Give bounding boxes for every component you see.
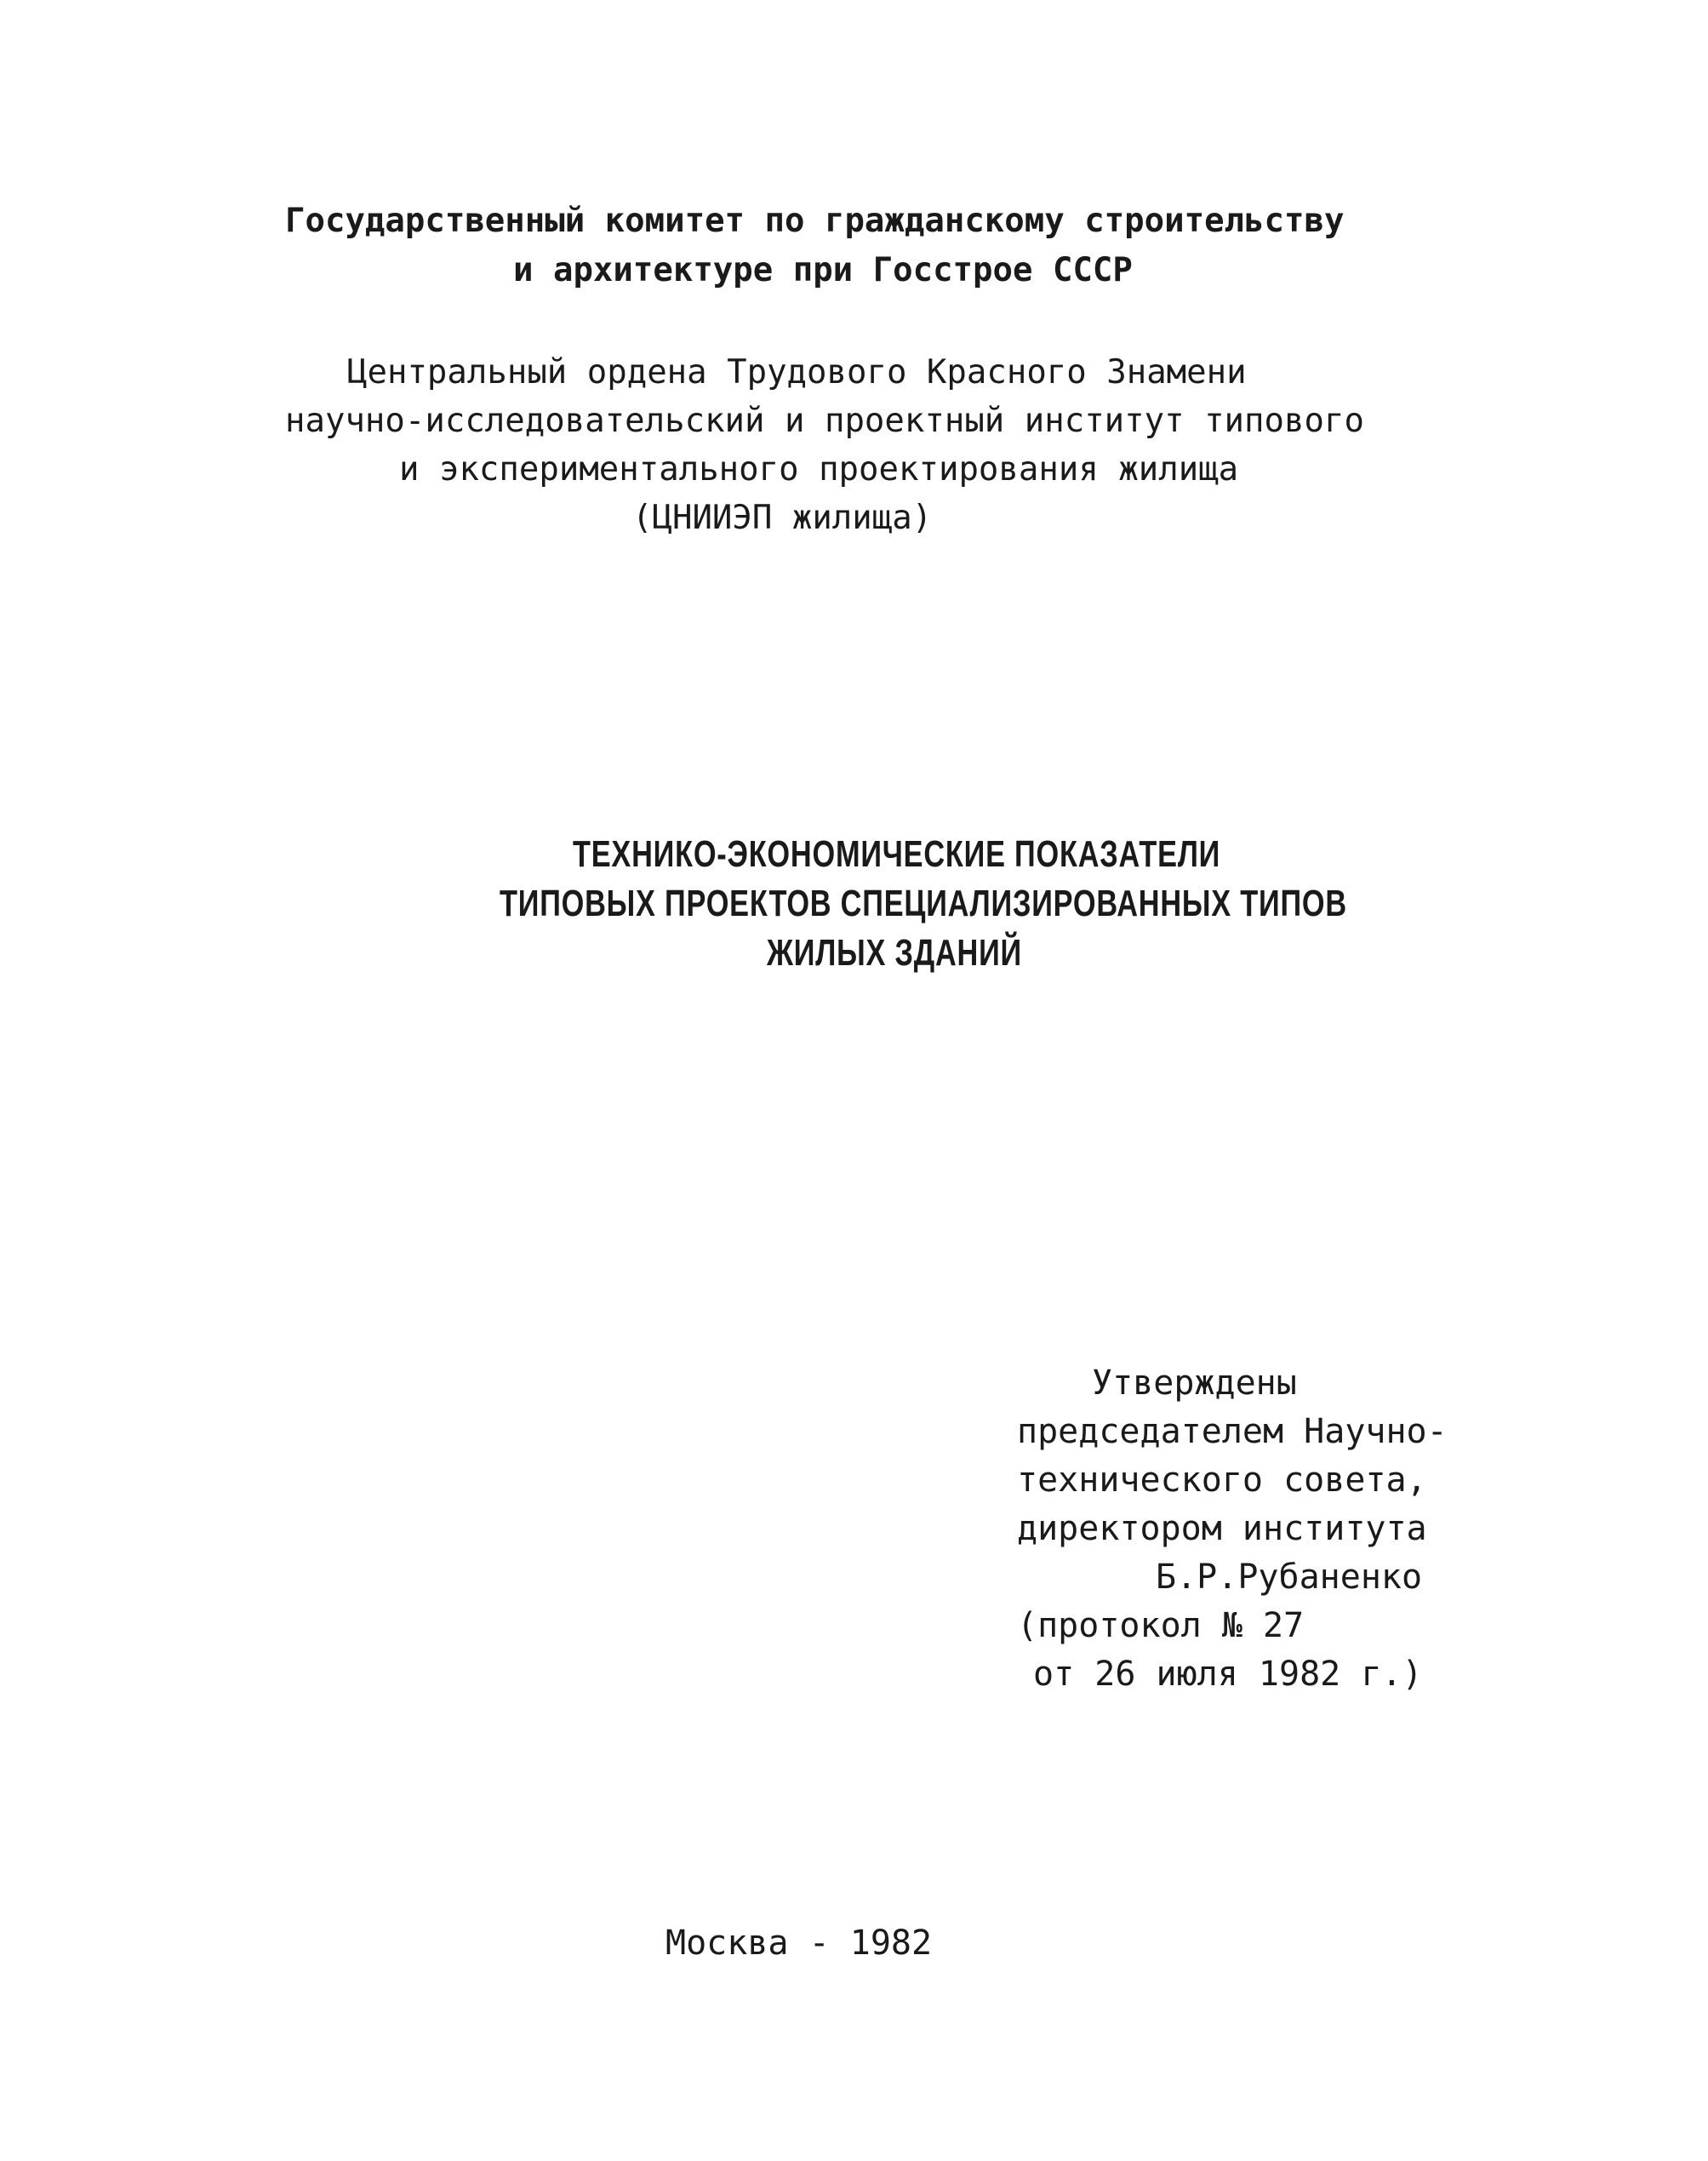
title-line-3: ЖИЛЫХ ЗДАНИЙ (767, 932, 1023, 974)
committee-line-2: и архитектуре при Госстрое СССР (513, 251, 1133, 289)
approval-line-4: директором института (1017, 1509, 1427, 1548)
approval-line-2: председателем Научно- (1017, 1412, 1448, 1451)
committee-line-1: Государственный комитет по гражданскому строительству (285, 202, 1345, 240)
institute-line-2: научно-исследовательский и проектный институт типового (285, 402, 1364, 440)
institute-line-3: и экспериментального проектирования жилища (399, 450, 1239, 489)
institute-line-4: (ЦНИИЭП жилища) (632, 499, 933, 537)
place-year: Москва - 1982 (665, 1924, 933, 1963)
approval-signatory: Б.Р.Рубаненко (1156, 1558, 1423, 1597)
institute-line-1: Центральный ордена Трудового Красного Знамени (347, 353, 1247, 392)
approval-protocol: (протокол № 27 (1017, 1606, 1305, 1645)
approval-line-1: Утверждены (1092, 1363, 1297, 1403)
title-line-1: ТЕХНИКО-ЭКОНОМИЧЕСКИЕ ПОКАЗАТЕЛИ (573, 833, 1221, 875)
title-line-2: ТИПОВЫХ ПРОЕКТОВ СПЕЦИАЛИЗИРОВАННЫХ ТИПОВ (500, 883, 1347, 924)
approval-date: от 26 июля 1982 г.) (1033, 1655, 1423, 1694)
approval-line-3: технического совета, (1017, 1461, 1427, 1500)
